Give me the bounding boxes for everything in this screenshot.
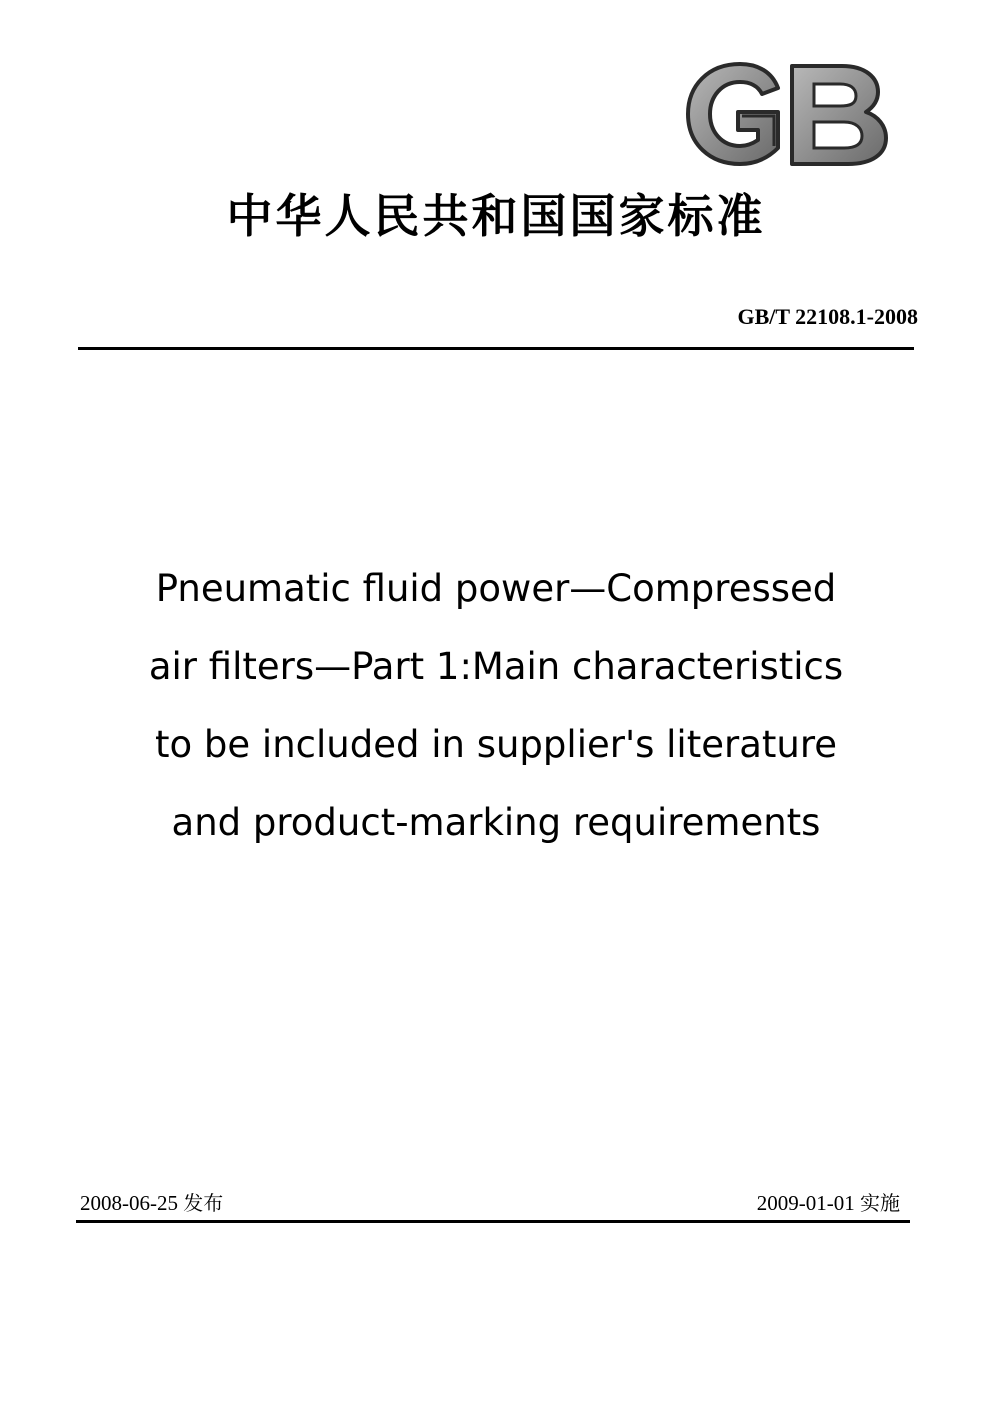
implement-date: 2009-01-01 [756,1191,855,1215]
title-line-2: air filters—Part 1:Main characteristics [148,645,844,688]
issue-date-group [80,1189,223,1217]
title-line-4: and product-marking requirements [171,801,821,844]
standard-name: 中华人民共和国国家标准 [226,189,766,243]
standard-code: GB/T 22108.1-2008 [737,304,918,329]
issue-label: 发布 [183,1191,224,1215]
bottom-divider [76,1220,910,1223]
title-line-3: to be included in supplier's literature [155,723,837,766]
gb-logo [682,58,892,170]
top-divider [78,347,914,350]
implement-date-group [757,1189,900,1217]
issue-date: 2008-06-25 [80,1191,178,1215]
document-title [0,550,992,862]
implement-label: 实施 [860,1191,900,1215]
title-line-1: Pneumatic fluid power—Compressed [155,567,837,610]
